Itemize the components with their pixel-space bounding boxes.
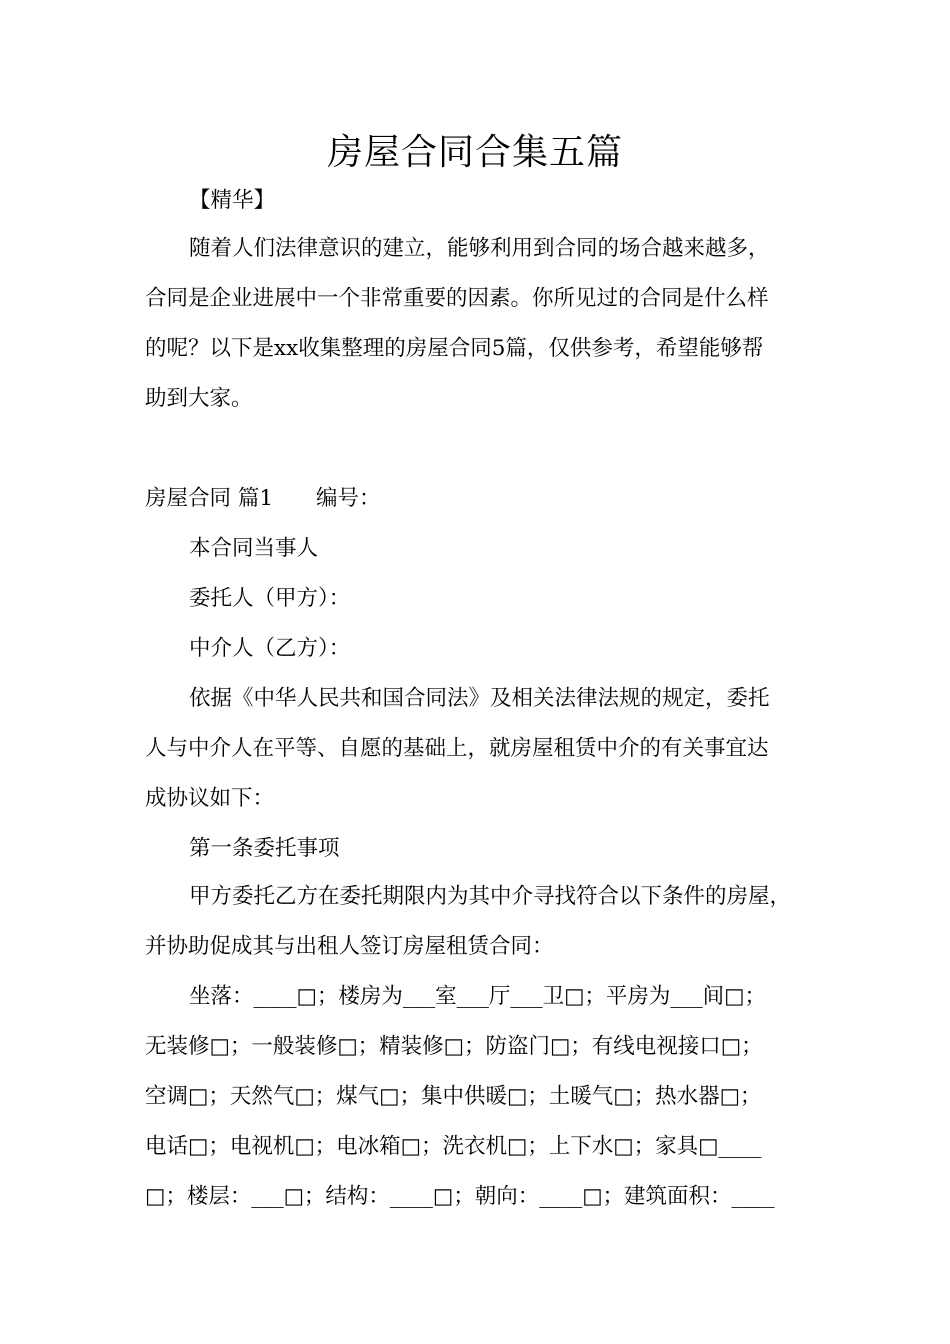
article-1-heading: 第一条委托事项: [189, 836, 340, 861]
conditions-line-5: □；楼层：___□；结构：____□；朝向：____□；建筑面积：____: [145, 1184, 775, 1209]
conditions-line-2: 无装修□；一般装修□；精装修□；防盗门□；有线电视接口□；: [145, 1034, 763, 1059]
document-title: 房屋合同合集五篇: [326, 132, 623, 173]
intro-line-2: 合同是企业进展中一个非常重要的因素。你所见过的合同是什么样: [145, 286, 769, 311]
party-a-field: 委托人（甲方）：: [189, 586, 351, 611]
parties-heading: 本合同当事人: [189, 536, 319, 561]
article-1-line-2: 并协助促成其与出租人签订房屋租赁合同：: [145, 934, 554, 959]
conditions-line-4: 电话□；电视机□；电冰箱□；洗衣机□；上下水□；家具□____: [145, 1134, 762, 1159]
intro-line-1: 随着人们法律意识的建立，能够利用到合同的场合越来越多，: [189, 236, 770, 261]
party-b-field: 中介人（乙方）：: [189, 636, 351, 661]
quality-tag: 【精华】: [189, 188, 276, 213]
article-1-line-1: 甲方委托乙方在委托期限内为其中介寻找符合以下条件的房屋，: [189, 884, 792, 909]
intro-line-3: 的呢？以下是xx收集整理的房屋合同5篇，仅供参考，希望能够帮: [145, 336, 764, 361]
basis-line-2: 人与中介人在平等、自愿的基础上，就房屋租赁中介的有关事宜达: [145, 736, 769, 761]
basis-line-3: 成协议如下：: [145, 786, 275, 811]
intro-line-4: 助到大家。: [145, 386, 253, 411]
conditions-line-3: 空调□；天然气□；煤气□；集中供暖□；土暖气□；热水器□；: [145, 1084, 762, 1109]
section-heading: 房屋合同 篇1 编号：: [145, 486, 381, 511]
basis-line-1: 依据《中华人民共和国合同法》及相关法律法规的规定，委托: [189, 686, 770, 711]
conditions-line-1: 坐落：____□；楼房为___室___厅___卫□；平房为___间□；: [189, 984, 766, 1009]
